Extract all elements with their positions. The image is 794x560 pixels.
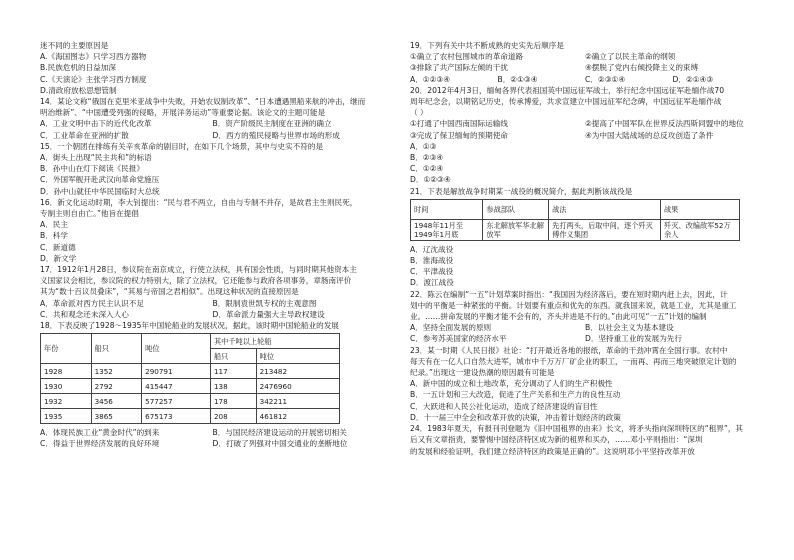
table-cell: 1930 (41, 379, 92, 394)
option: D．渡江战役 (410, 278, 454, 288)
option: B．淮海战役 (410, 256, 454, 266)
table-cell: 东北解放军华北解放军 (483, 219, 549, 240)
option: C．平津战役 (410, 267, 454, 277)
table-cell: 3865 (91, 409, 142, 424)
option-row (410, 322, 760, 333)
option: A．街头上出现“民主共和”的标语 (40, 153, 152, 163)
option: C．外国军舰开赴武汉向革命党施压 (40, 175, 160, 185)
table-cell: 342211 (256, 394, 339, 409)
option: D．新文学 (40, 253, 77, 263)
table-cell: 3456 (91, 394, 142, 409)
table-header: 吨位 (142, 334, 211, 364)
table-header: 其中千吨以上轮船 (210, 334, 339, 349)
option: B．一五计划和三大改造，促进了生产关系和生产力的良性互动 (410, 390, 621, 400)
text-line: 纪录。”出现这一建设热潮的原因最有可能是 (410, 368, 555, 378)
option: C．新道德 (40, 242, 76, 252)
question-15: 15．一个朝团在排练有关辛亥革命的剧目时，在如下几个场景，其中与史实不符的是 (40, 141, 324, 151)
option: A．民主 (40, 220, 68, 230)
item-row (410, 130, 760, 141)
option-row (40, 130, 385, 141)
text-line: 业。……拼命发展的平衡才能不会有的，齐头并进是不行的。”由此可见“一五”计划的编制 (410, 312, 707, 322)
table-row (41, 394, 340, 409)
option: B．限制袁世凯专权的主观意图 (212, 298, 317, 308)
option: D．孙中山就任中华民国临时大总统 (40, 186, 160, 196)
question-21: 21．下表是解放战争时期某一战役的概况简介，据此判断该战役是 (410, 186, 633, 196)
option: A.《海国图志》只学习西方器物 (40, 52, 147, 62)
text-line: 其为“数十百议员叠床”，“其易与帝国之君相似”。出现这种状况的直接原因是 (40, 287, 299, 297)
option: D．坚持重工业的发展为先行 (585, 334, 682, 344)
table-cell: 577257 (142, 394, 211, 409)
table-header: 年份 (41, 334, 92, 364)
table-cell: 461812 (256, 409, 339, 424)
table-row (411, 219, 740, 240)
item: ①确立了农村包围城市的革命道路 (410, 52, 524, 62)
text-line: 义国家议会相比，参议院的权力特别大，除了立法权，它还能参与政府各项事务，章肠南评价 (40, 276, 352, 286)
table-cell: 1352 (91, 364, 142, 379)
text-line: 专制主则自由亡。”他旨在提倡 (40, 209, 139, 219)
option-row (410, 333, 760, 344)
option: B．②③④ (410, 153, 444, 163)
option: C．①②④ (410, 164, 444, 174)
option: B．②①③④ (497, 74, 538, 84)
table-header: 船只 (210, 349, 256, 364)
option: A．工业文明中击下的近代化改革 (40, 119, 152, 129)
option: A．①③ (410, 141, 437, 151)
text-line: 周年纪念会，以期铭记历史，传承博爱，共求宣建立中国远征军纪念碑，中国远征军赴缅作战 (410, 97, 722, 107)
table-cell: 208 (210, 409, 256, 424)
item: ④摆脱了党内右倾投降主义的束缚 (585, 63, 699, 73)
battle-table (410, 199, 740, 241)
option: A．①②③④ (410, 74, 451, 84)
table-header-row (41, 334, 340, 349)
option: C．共和观念还未深入人心 (40, 309, 129, 319)
option: B．以社会主义为基本建设 (585, 323, 674, 333)
option: A．辽沈战役 (410, 244, 454, 254)
text-line: 的发展和经验证明，我们建立经济特区的政策是正确的”。这说明邓小平坚持改革开放 (410, 446, 695, 456)
table-row (41, 364, 340, 379)
option: B．孙中山在灯下阅读《民报》 (40, 164, 144, 174)
answer-blank: （ ） (410, 108, 428, 118)
option-row (40, 427, 385, 438)
text-line: 划中的平衡是一种紧张的平衡。计划要有重点和优先的东西。就我国来说，就是工业，尤其是重工 (410, 300, 737, 310)
right-column (410, 40, 760, 457)
table-header: 吨位 (256, 349, 339, 364)
option: B．资产阶级民主制度在亚洲的确立 (212, 119, 332, 129)
left-column (40, 40, 385, 450)
item-row (410, 62, 760, 73)
option: D．西方的殖民侵略与世界市场的形成 (212, 130, 340, 140)
table-row (41, 409, 340, 424)
item: ③排除了共产国际左倾的干扰 (410, 63, 508, 73)
option: D．十一届三中全会和改革开放的决策，冲击着计划经济的政策 (410, 412, 621, 422)
option: C．工业革命在亚洲的扩散 (40, 130, 129, 140)
table-cell: 先打两头，后取中间，逐个歼灭傅作义集团 (549, 219, 661, 240)
option: B．科学 (40, 231, 68, 241)
table-header: 船只 (91, 334, 142, 364)
question-14: 14．某论文称“俄国在克里米亚战争中失败，开始农奴制改革”、“日本遭遇黑船来航的冲击，继而 (40, 97, 366, 107)
table-header: 时间 (411, 199, 483, 219)
text-line: 迷不同的主要原因是 (40, 41, 109, 50)
option-row (40, 298, 385, 309)
question-16: 16．新文化运动时期，李大钊提出：“民与君不两立，自由与专制不并存，是故君主生则民死， (40, 197, 358, 207)
option: C．参考苏美国家的经济水平 (410, 334, 507, 344)
text-line: 每天有在一亿人口自然大进军，城市中千万万厂矿企业的职工，一而再、再而三地突破原定计划的 (410, 356, 737, 366)
table-header: 战果 (661, 199, 740, 219)
question-23: 23．某一时期《人民日报》社论：“打开最近各地的报纸，革命的干劲冲霄在全国行事。农村中 (410, 345, 728, 355)
option: B.民族危机的日益加深 (40, 63, 116, 73)
text-line: 后又有文章指责，要警惕中国经济特区成为新的租界和买办，……邓小平则指出：“深圳 (410, 435, 703, 445)
option-row (40, 438, 385, 449)
item: ②确立了以民主革命的纲领 (585, 52, 676, 62)
shipping-table (40, 333, 340, 424)
table-cell: 178 (210, 394, 256, 409)
item: ①打通了中国西南国际运输线 (410, 119, 508, 129)
question-17: 17．1912年1月28日，参议院在南京成立，行使立法权，具有国会性质，与同时期其他资本主 (40, 265, 357, 275)
item-row (410, 51, 760, 62)
option: A．新中国的成立和土地改革，充分调动了人们的生产积极性 (410, 379, 613, 389)
option: C.《天演论》主张学习西方制度 (40, 74, 147, 84)
question-18: 18．下表反映了1928～1935年中国轮船业的发展状况，据此，该时期中国轮船业的发展 (40, 321, 339, 331)
text-line: 明治维新”、“中国遭受列强的侵略，开展洋务运动”等重要论据。该论文的主题可能是 (40, 108, 326, 118)
option: A．革命派对西方民主认识不足 (40, 298, 144, 308)
option-row (40, 118, 385, 129)
table-cell: 歼灭、改编敌军52万余人 (661, 219, 740, 240)
option-row (40, 309, 385, 320)
question-24: 24．1983年夏天，有报刊刊登题为《旧中国租界的由来》长文，将矛头指向深圳特区的“租界”，其 (410, 424, 744, 434)
option: C．大跃进和人民公社化运动，造成了经济建设的盲目性 (410, 401, 598, 411)
table-row (41, 379, 340, 394)
option: C．得益于世界经济发展的良好环境 (40, 439, 160, 449)
table-cell: 2792 (91, 379, 142, 394)
table-cell: 1928 (41, 364, 92, 379)
table-cell: 2476960 (256, 379, 339, 394)
option: D．①②③④ (410, 175, 451, 185)
table-cell: 117 (210, 364, 256, 379)
table-cell: 1932 (41, 394, 92, 409)
option: D．革命派力量强大主导政权建设 (212, 309, 325, 319)
option: D.清政府放松思想管制 (40, 85, 117, 95)
item: ③完成了保卫缅甸的预期使命 (410, 130, 508, 140)
table-cell: 1935 (41, 409, 92, 424)
table-cell: 675173 (142, 409, 211, 424)
table-header: 参战部队 (483, 199, 549, 219)
option: D．②①④③ (672, 74, 714, 84)
option: D．打破了列强对中国交通业的垄断地位 (212, 439, 348, 449)
option: C．②③①④ (585, 74, 626, 84)
option-row (410, 74, 760, 85)
option: A．体现民族工业“黄金时代”的到来 (40, 428, 160, 438)
table-header-row (411, 199, 740, 219)
item: ②提高了中国军队在世界反法西斯同盟中的地位 (585, 119, 744, 129)
table-cell: 138 (210, 379, 256, 394)
table-cell: 213482 (256, 364, 339, 379)
question-20: 20．2012年4月3日，缅甸各界代表祖国英中国远征军战士，举行纪念中国远征军赴缅作战70 (410, 85, 725, 95)
item: ④为中国大陆战场的总反攻创造了条件 (585, 130, 714, 140)
item-row (410, 118, 760, 129)
option: A．坚持全面发展的原则 (410, 323, 492, 333)
table-cell: 1948年11月至1949年1月底 (411, 219, 483, 240)
table-header: 战法 (549, 199, 661, 219)
question-22: 22．陈云在编制“一五”计划草案时指出：“我国因为经济落后，要在短时期内赶上去，因此，计 (410, 289, 728, 299)
table-cell: 415447 (142, 379, 211, 394)
table-cell: 290791 (142, 364, 211, 379)
question-19: 19．下列有关中共不断成熟的史实先后顺序是 (410, 41, 564, 50)
option: B．与国民经济建设运动的开展密切相关 (212, 428, 347, 438)
